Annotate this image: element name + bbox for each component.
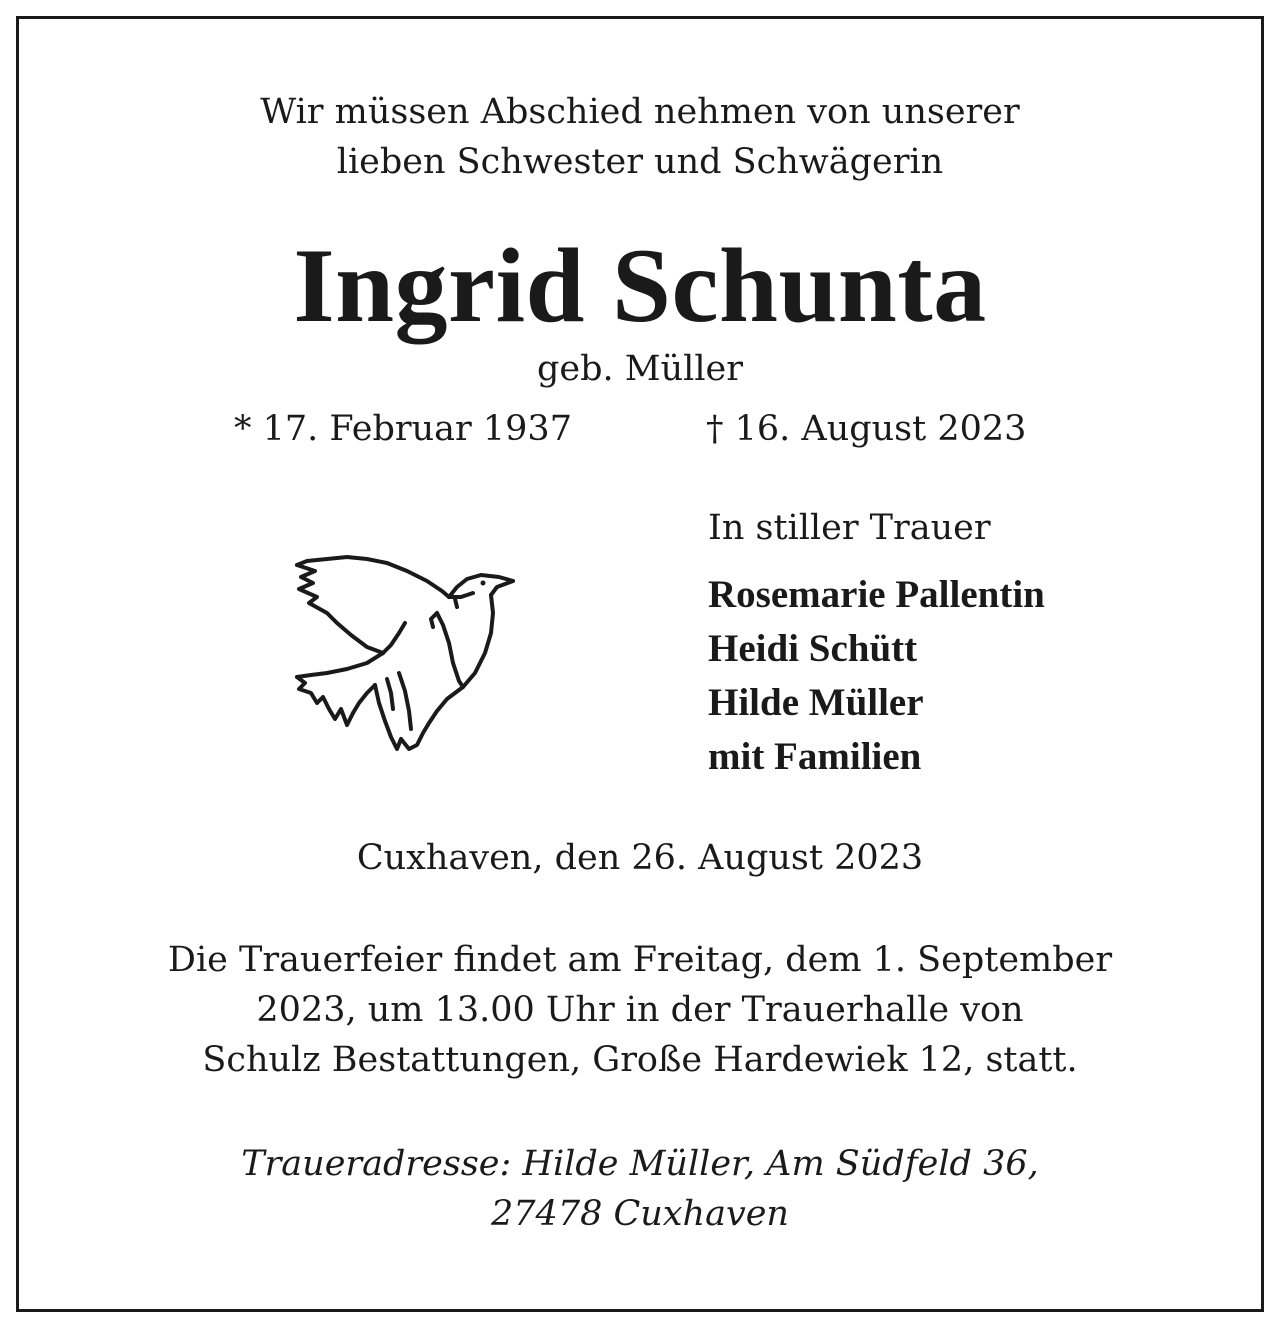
address-line-1: Traueradresse: Hilde Müller, Am Südfeld 36, (241, 1144, 1039, 1184)
mourner-name: Hilde Müller (708, 681, 924, 724)
place-date: Cuxhaven, den 26. August 2023 (356, 838, 924, 878)
ceremony-line-3: Schulz Bestattungen, Große Hardewiek 12, statt. (202, 1040, 1078, 1080)
mourner-name: mit Familien (708, 735, 922, 778)
intro-line-1: Wir müssen Abschied nehmen von unserer (260, 92, 1020, 132)
address-line-2: 27478 Cuxhaven (491, 1194, 789, 1234)
ceremony-line-1: Die Trauerfeier findet am Freitag, dem 1. September (167, 940, 1113, 980)
maiden-name: geb. Müller (537, 349, 743, 389)
intro-line-2: lieben Schwester und Schwägerin (336, 142, 944, 182)
obituary-notice (16, 16, 1264, 1312)
mourner-name: Rosemarie Pallentin (708, 573, 1045, 616)
mourner-name: Heidi Schütt (708, 627, 918, 670)
birth-date: * 17. Februar 1937 (234, 409, 572, 449)
deceased-name: Ingrid Schunta (293, 227, 987, 344)
ceremony-line-2: 2023, um 13.00 Uhr in der Trauerhalle von (256, 990, 1024, 1030)
dove-icon (287, 553, 517, 763)
death-date: † 16. August 2023 (706, 409, 1027, 449)
mourning-heading: In stiller Trauer (708, 508, 991, 548)
